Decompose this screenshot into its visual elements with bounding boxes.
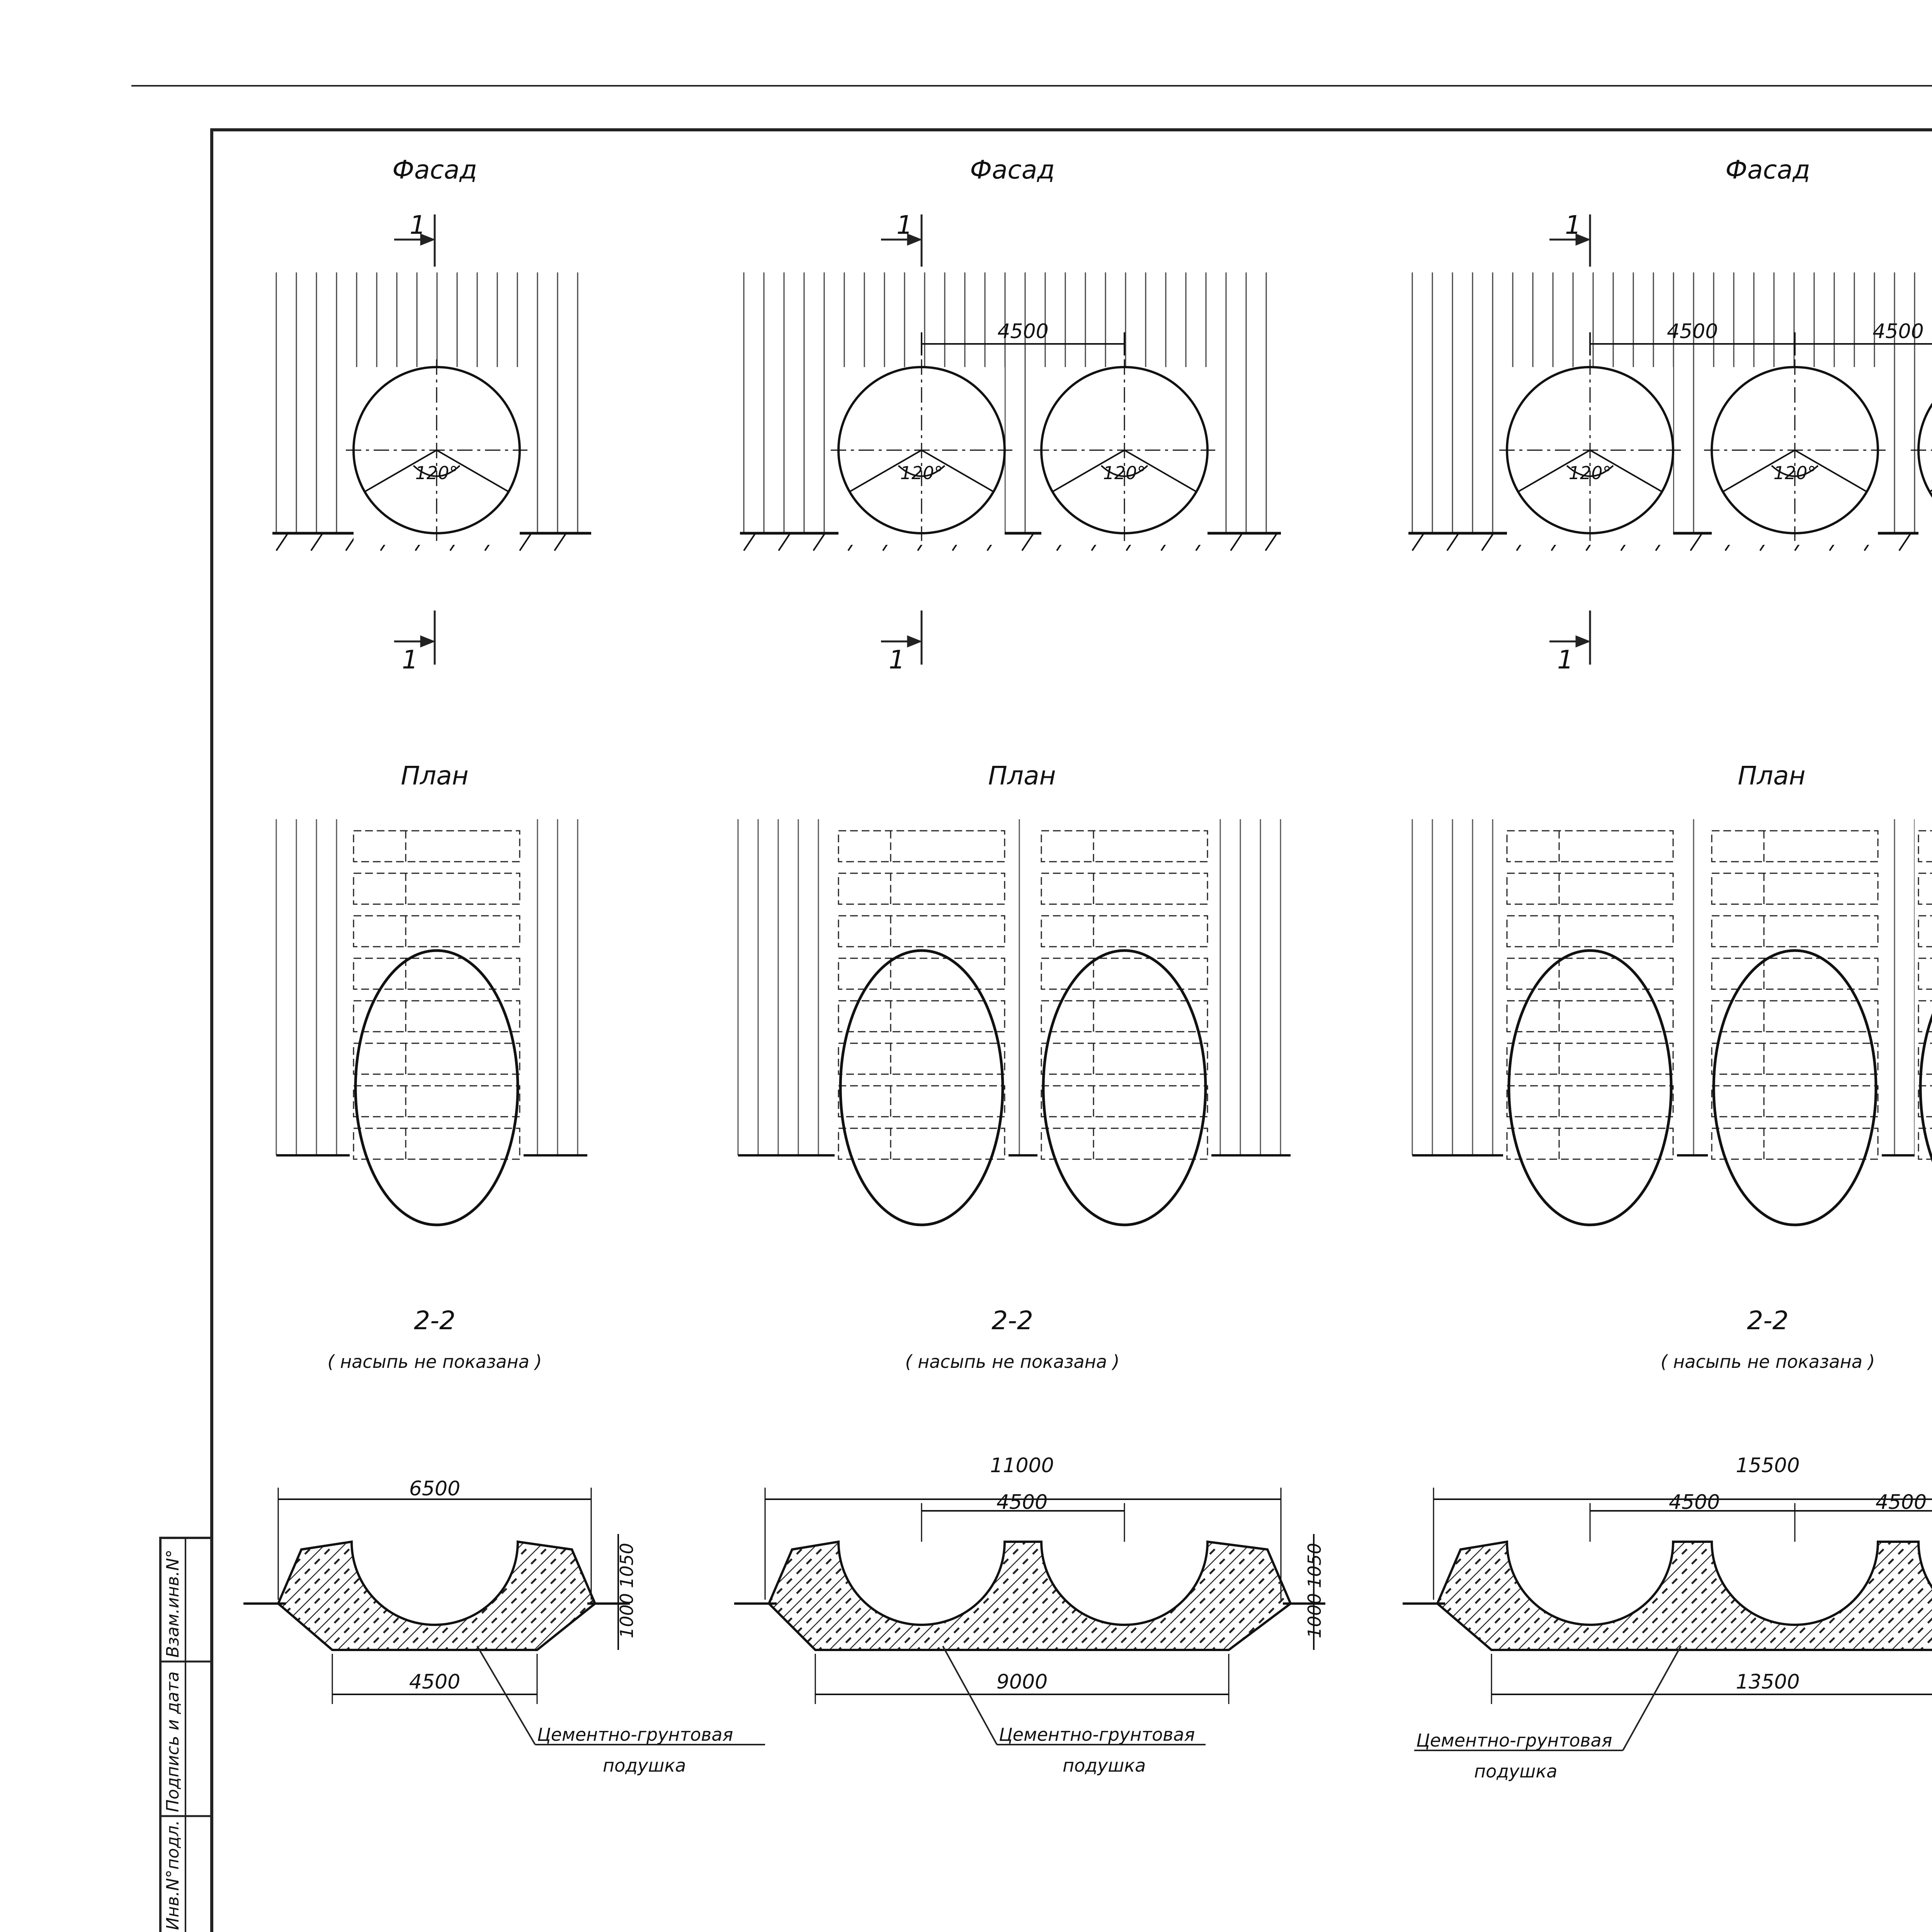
facade-title-3: Фасад	[1725, 155, 1810, 185]
facade-3	[1408, 272, 1932, 551]
ground-hatch	[1022, 533, 1034, 551]
pipe-plan-mask	[835, 819, 1009, 1186]
angle-label: 120°	[1103, 463, 1146, 483]
angle-label: 120°	[415, 463, 458, 483]
strip-instead-inv: Взам.инв.N°	[163, 1549, 183, 1658]
facade-title-1: Фасад	[392, 155, 477, 185]
cut-label-1a: 1	[410, 210, 426, 240]
spacing-dim-label: 4500	[1872, 320, 1924, 343]
cut-label-1e: 1	[1565, 210, 1581, 240]
strip-inv-sub: Инв.N°подл.	[163, 1820, 183, 1930]
sec2-height-2: 1050	[1304, 1543, 1325, 1588]
section22-note-1: ( насыпь не показана )	[327, 1351, 542, 1372]
plan-2	[738, 819, 1291, 1225]
ground-hatch	[1447, 533, 1459, 551]
sec3-mid-dim-a: 4500	[1668, 1491, 1720, 1514]
section22-title-3: 2-2	[1747, 1306, 1789, 1335]
ground-hatch	[311, 533, 323, 551]
ground-hatch	[744, 533, 755, 551]
angle-label: 120°	[1568, 463, 1612, 483]
ground-hatch	[520, 533, 531, 551]
section22-title-2: 2-2	[992, 1306, 1033, 1335]
sec3-mid-dim-b: 4500	[1875, 1491, 1927, 1514]
ground-hatch	[1265, 533, 1277, 551]
cut-label-1d: 1	[889, 645, 905, 675]
pipe-mask	[1918, 367, 1932, 545]
sec3-cement-label-1: Цементно-грунтовая	[1416, 1730, 1612, 1751]
cement-soil-cushion	[278, 1542, 595, 1650]
plan-title-1: План	[401, 761, 469, 791]
ground-hatch	[1231, 533, 1242, 551]
sec1-bottom-dim: 4500	[409, 1670, 461, 1694]
pipe-plan-mask	[1708, 819, 1882, 1186]
plan-title-2: План	[988, 761, 1056, 791]
ground-hatch	[554, 533, 566, 551]
ground-hatch	[779, 533, 790, 551]
sec1-height-1: 1000	[616, 1593, 637, 1638]
pipe-plan-mask	[350, 819, 524, 1186]
plan-1	[276, 819, 587, 1225]
sec1-height-2: 1050	[616, 1543, 637, 1588]
section22-title-1: 2-2	[414, 1306, 456, 1335]
spacing-dim-label: 4500	[1667, 320, 1718, 343]
sec3-top-dim: 15500	[1736, 1454, 1800, 1477]
pipe-plan-mask	[1037, 819, 1211, 1186]
facade-2	[740, 272, 1281, 551]
spacing-dim-label: 4500	[997, 320, 1049, 343]
facade-title-2: Фасад	[970, 155, 1055, 185]
ground-hatch	[1482, 533, 1493, 551]
plan-views	[276, 819, 1932, 1225]
ground-hatch	[1690, 533, 1702, 551]
pipe-plan-mask	[1503, 819, 1677, 1186]
ground-hatch	[1899, 533, 1911, 551]
facade-views	[272, 272, 1932, 551]
ground-hatch	[276, 533, 288, 551]
sec1-top-dim: 6500	[409, 1477, 461, 1500]
sec2-bottom-dim: 9000	[996, 1670, 1048, 1694]
sec2-height-1: 1000	[1304, 1593, 1325, 1638]
sec3-cement-label-2: подушка	[1474, 1761, 1558, 1782]
sec2-cement-label-2: подушка	[1063, 1755, 1146, 1776]
plan-3	[1412, 819, 1932, 1225]
sec1-cement-label-1: Цементно-грунтовая	[537, 1724, 733, 1745]
cement-soil-cushion	[1437, 1542, 1932, 1650]
facade-1	[272, 272, 591, 551]
cut-label-1f: 1	[1557, 645, 1573, 675]
sec1-cement-label-2: подушка	[603, 1755, 686, 1776]
cut-label-1c: 1	[896, 210, 913, 240]
angle-label: 120°	[1773, 463, 1816, 483]
sec2-top-dim: 11000	[990, 1454, 1054, 1477]
angle-label: 120°	[900, 463, 943, 483]
cement-soil-cushion	[769, 1542, 1291, 1650]
ground-hatch	[1412, 533, 1424, 551]
section22-note-2: ( насыпь не показана )	[905, 1351, 1120, 1372]
plan-title-3: План	[1738, 761, 1806, 791]
section-22-views	[243, 1488, 1932, 1704]
cut-label-1b: 1	[402, 645, 418, 675]
section22-note-3: ( насыпь не показана )	[1660, 1351, 1875, 1372]
sec3-bottom-dim: 13500	[1736, 1670, 1800, 1694]
ground-hatch	[813, 533, 825, 551]
sec2-cement-label-1: Цементно-грунтовая	[999, 1724, 1195, 1745]
sec2-mid-dim: 4500	[996, 1491, 1048, 1514]
strip-sign-date: Подпись и дата	[163, 1671, 183, 1812]
